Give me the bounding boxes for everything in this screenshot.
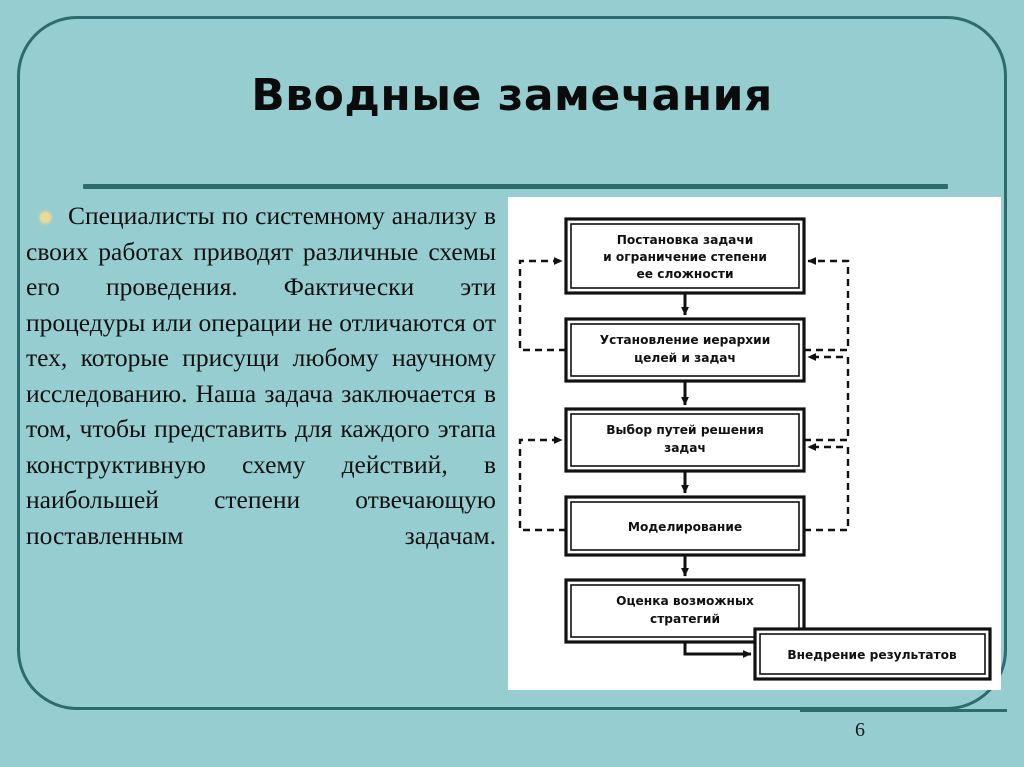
flow-box-3-line-2: задач xyxy=(664,441,706,455)
flow-box-1-line-2: и ограничение степени xyxy=(603,250,767,264)
flow-box-1-line-3: ее сложности xyxy=(636,267,734,281)
title-divider xyxy=(83,184,948,189)
flow-box-4-line-1: Моделирование xyxy=(627,520,743,534)
flow-box-2-line-2: целей и задач xyxy=(634,351,736,365)
flow-box-6-line-1: Внедрение результатов xyxy=(787,648,957,662)
body-paragraph: Специалисты по системному анализу в своих работах приводят различные схемы его проведения. Фактически эти процедуры или операции не отличаются от тех, которые присущи любому научному исследованию. Наша задача заключается в том, чтобы представить для каждого этапа конструктивную схему действий, в наибольшей степени отвечающую поставленным задачам. xyxy=(26,201,496,550)
feedback-arrow-4-3-right xyxy=(804,447,848,530)
footer-divider xyxy=(800,709,1007,712)
flow-box-5-line-2: стратегий xyxy=(649,612,721,626)
bullet-dot-icon xyxy=(40,212,51,223)
flow-box-1-line-1: Постановка задачи xyxy=(616,233,754,247)
system-analysis-flowchart xyxy=(508,197,1001,690)
bullet-paragraph xyxy=(26,198,496,589)
feedback-arrow-3-2-right xyxy=(804,357,848,440)
page-title: Вводные замечания xyxy=(251,70,773,121)
flow-box-2-line-1: Установление иерархии xyxy=(599,333,771,347)
feedback-arrow-2-1-right xyxy=(804,261,848,350)
flow-box-2 xyxy=(566,319,804,381)
page-number: 6 xyxy=(855,719,865,741)
flow-box-4 xyxy=(566,497,804,555)
flow-box-6 xyxy=(755,629,990,679)
flow-box-3 xyxy=(566,409,804,471)
flow-arrow-5-6 xyxy=(685,642,751,654)
diagram-panel xyxy=(508,197,1001,690)
feedback-arrow-2-1-left xyxy=(520,261,566,350)
flow-box-1 xyxy=(566,219,804,293)
body-text-block xyxy=(26,198,496,589)
feedback-arrow-4-3-left xyxy=(520,440,566,530)
flow-box-5-line-1: Оценка возможных xyxy=(616,594,754,608)
flow-box-3-line-1: Выбор путей решения xyxy=(606,423,764,437)
